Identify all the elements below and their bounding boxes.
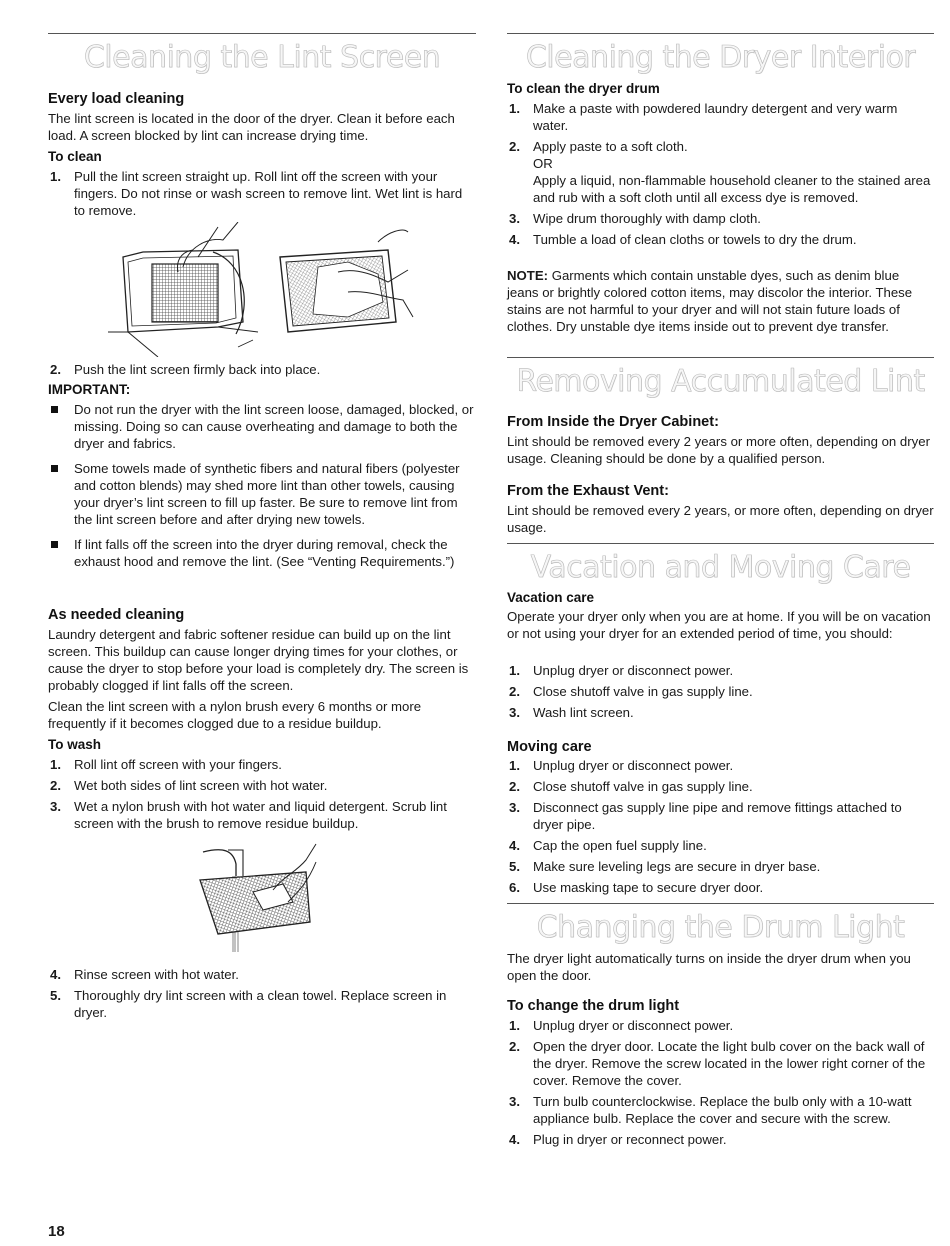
list-item: 2. Close shutoff valve in gas supply line. [509, 684, 753, 699]
cabinet-heading: From Inside the Dryer Cabinet: [507, 414, 719, 430]
bullet-icon [51, 406, 58, 413]
vent-heading: From the Exhaust Vent: [507, 483, 669, 499]
section-title-dryer-interior: Cleaning the Dryer Interior [525, 40, 916, 75]
list-item: Do not run the dryer with the lint screen loose, damaged, blocked, or missing. Doing so can cause overheating and damage to both the dryer and fabrics. [48, 401, 476, 452]
section-title-vacation-moving: Vacation and Moving Care [530, 550, 911, 585]
list-item: 1. Pull the lint screen straight up. Roll lint off the screen with your fingers. Do not rinse or wash screen to remove lint. Wet lint is hard to remove. [50, 169, 463, 218]
drum-heading: To clean the dryer drum [507, 81, 660, 96]
to-wash-heading: To wash [48, 737, 102, 752]
lint-screen-removal-image [48, 222, 476, 357]
page-number: 18 [48, 1223, 65, 1240]
vent-text: Lint should be removed every 2 years, or more often, depending on dryer usage. [507, 503, 934, 535]
drum-steps [507, 100, 934, 252]
as-needed-text: Laundry detergent and fabric softener residue can build up on the lint screen. This buildup can cause longer drying times for your clothes, or cause the dryer to stop before your load is completely dry. The screen is probably clogged if lint falls off the screen. [48, 627, 469, 693]
list-item: 1. Unplug dryer or disconnect power. [509, 1018, 734, 1033]
bullet-icon [51, 541, 58, 548]
section-title-lint-screen: Cleaning the Lint Screen [83, 40, 441, 75]
section-rule [48, 33, 476, 34]
note-text: NOTE: Garments which contain unstable dyes, such as denim blue jeans or brightly colored cotton items, may discolor the interior. These stains are not harmful to your dryer and will not stain future loads of clothes. Dry unstable dye items inside out to prevent dye transfer. [507, 268, 913, 334]
bullet-icon [51, 465, 58, 472]
section-title-accumulated-lint: Removing Accumulated Lint [516, 364, 925, 399]
light-text: The dryer light automatically turns on inside the dryer drum when you open the door. [507, 951, 911, 983]
list-item: 2. Open the dryer door. Locate the light bulb cover on the back wall of the dryer. Remove the screw located in the lower right corner of the cover. Remove the cover. [509, 1039, 926, 1088]
list-item: If lint falls off the screen into the dryer during removal, check the exhaust hood and remove the lint. (See “Venting Requirements.”) [48, 536, 476, 570]
list-item: 1. Make a paste with powdered laundry detergent and very warm water. [509, 101, 898, 133]
important-list [48, 401, 476, 578]
moving-steps [507, 757, 934, 900]
light-heading: To change the drum light [507, 998, 680, 1014]
wash-illustration [48, 842, 476, 957]
cabinet-text: Lint should be removed every 2 years or more often, depending on dryer usage. Cleaning should be done by a qualified person. [507, 434, 930, 466]
to-clean-steps [48, 168, 476, 223]
list-item: 2. Push the lint screen firmly back into place. [50, 362, 321, 377]
list-item: 4. Plug in dryer or reconnect power. [509, 1132, 727, 1147]
list-item: 5. Thoroughly dry lint screen with a clean towel. Replace screen in dryer. [50, 988, 447, 1020]
vacation-heading: Vacation care [507, 590, 595, 605]
every-load-heading: Every load cleaning [48, 91, 185, 107]
as-needed-text-2: Clean the lint screen with a nylon brush every 6 months or more frequently if it becomes clogged due to a residue buildup. [48, 699, 422, 731]
important-heading: IMPORTANT: [48, 382, 131, 397]
list-item: 4. Rinse screen with hot water. [50, 967, 239, 982]
vacation-steps [507, 662, 934, 725]
list-item: 3. Wash lint screen. [509, 705, 634, 720]
section-rule [507, 357, 934, 358]
list-item: 2. Close shutoff valve in gas supply line. [509, 779, 753, 794]
section-rule [507, 903, 934, 904]
list-item: 6. Use masking tape to secure dryer door. [509, 880, 764, 895]
list-item: Some towels made of synthetic fibers and natural fibers (polyester and cotton blends) may shed more lint than other towels, causing your dryer’s lint screen to fill up faster. Be sure to remove lint from the lint screen before and after drying new towels. [48, 460, 476, 528]
to-wash-steps-cont [48, 966, 476, 1025]
list-item: 3. Disconnect gas supply line pipe and remove fittings attached to dryer pipe. [509, 800, 902, 832]
moving-heading: Moving care [507, 739, 592, 755]
section-rule [507, 543, 934, 544]
list-item: 3. Turn bulb counterclockwise. Replace the bulb only with a 10-watt appliance bulb. Replace the cover and secure with the screw. [509, 1094, 912, 1126]
list-item: 1. Unplug dryer or disconnect power. [509, 663, 734, 678]
list-item: 1. Unplug dryer or disconnect power. [509, 758, 734, 773]
lint-screen-illustration [48, 222, 476, 357]
section-title-drum-light: Changing the Drum Light [536, 910, 905, 945]
to-clean-heading: To clean [48, 149, 102, 164]
list-item: 4. Tumble a load of clean cloths or towels to dry the drum. [509, 232, 857, 247]
list-item: 4. Cap the open fuel supply line. [509, 838, 707, 853]
light-steps [507, 1017, 934, 1152]
list-item: 3. Wipe drum thoroughly with damp cloth. [509, 211, 761, 226]
list-item: 2. Apply paste to a soft cloth. OR Apply a liquid, non-flammable household cleaner to the stained area and rub with a soft cloth until all excess dye is removed. [509, 139, 931, 205]
list-item: 3. Wet a nylon brush with hot water and liquid detergent. Scrub lint screen with the brush to remove residue buildup. [50, 799, 447, 831]
to-clean-steps-cont [48, 361, 476, 382]
section-rule [507, 33, 934, 34]
list-item: 1. Roll lint off screen with your fingers. [50, 757, 282, 772]
list-item: 2. Wet both sides of lint screen with hot water. [50, 778, 328, 793]
as-needed-heading: As needed cleaning [48, 607, 185, 623]
lint-screen-washing-image [48, 842, 476, 957]
to-wash-steps [48, 756, 476, 836]
every-load-text: The lint screen is located in the door of the dryer. Clean it before each load. A screen blocked by lint can increase drying time. [48, 111, 455, 143]
list-item: 5. Make sure leveling legs are secure in dryer base. [509, 859, 821, 874]
vacation-text: Operate your dryer only when you are at home. If you will be on vacation or not using your dryer for an extended period of time, you should: [507, 609, 931, 641]
